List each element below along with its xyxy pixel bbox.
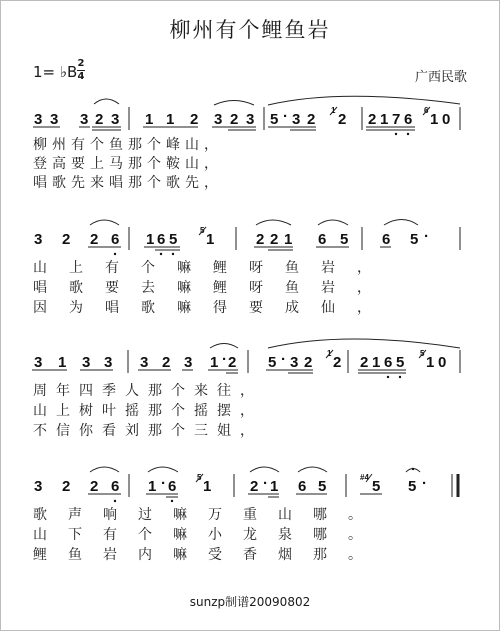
svg-text:6: 6 [424, 106, 429, 115]
svg-text:5: 5 [396, 354, 405, 371]
svg-text:0: 0 [442, 111, 451, 128]
svg-text:6: 6 [111, 478, 120, 495]
svg-text:1: 1 [166, 111, 175, 128]
svg-text:5: 5 [318, 478, 327, 495]
svg-text:2: 2 [62, 231, 71, 248]
svg-text:3: 3 [82, 354, 91, 371]
lyrics-system-1 [33, 136, 223, 193]
lyrics-system-4 [33, 505, 383, 565]
svg-text:5: 5 [420, 349, 425, 358]
svg-text:1: 1 [426, 354, 435, 371]
svg-text:1: 1 [284, 231, 293, 248]
lyric-verse-3: 因为唱歌嘛得要成仙， [33, 300, 393, 316]
svg-text:2: 2 [190, 111, 199, 128]
svg-text:·: · [424, 228, 429, 245]
svg-text:1: 1 [203, 478, 212, 495]
svg-text:3: 3 [214, 111, 223, 128]
svg-text:·: · [222, 351, 227, 368]
svg-text:·: · [263, 475, 268, 492]
lyric-verse-1: 周年四季人那个来往， [33, 383, 263, 399]
svg-text:6: 6 [384, 354, 393, 371]
svg-text:2: 2 [304, 354, 313, 371]
svg-text:1: 1 [372, 354, 381, 371]
svg-text:6: 6 [157, 231, 166, 248]
svg-text:6: 6 [318, 231, 327, 248]
lyric-verse-1: 柳州有个鱼那个峰山， [33, 137, 223, 153]
svg-text:5: 5 [410, 231, 419, 248]
svg-text:1: 1 [206, 231, 215, 248]
svg-text:5: 5 [197, 473, 202, 482]
lyric-verse-1: 歌声响过嘛万重山哪。 [33, 507, 383, 523]
svg-text:1: 1 [148, 478, 157, 495]
svg-text:3: 3 [34, 478, 43, 495]
svg-text:3: 3 [34, 354, 43, 371]
svg-text:3: 3 [246, 111, 255, 128]
svg-text:2: 2 [228, 354, 237, 371]
svg-text:1: 1 [327, 349, 332, 358]
svg-text:2: 2 [256, 231, 265, 248]
svg-text:7: 7 [392, 111, 401, 128]
svg-text:2: 2 [250, 478, 259, 495]
svg-text:2: 2 [360, 354, 369, 371]
lyrics-system-3 [33, 381, 263, 441]
svg-text:1: 1 [145, 111, 154, 128]
svg-text:2: 2 [90, 231, 99, 248]
svg-text:2: 2 [95, 111, 104, 128]
svg-text:·: · [281, 351, 286, 368]
svg-text:6: 6 [111, 231, 120, 248]
svg-text:6: 6 [168, 478, 177, 495]
credit-line: sunzp制谱20090802 [189, 595, 311, 609]
lyric-verse-3: 鲤鱼岩内嘛受香烟那。 [33, 547, 383, 563]
lyric-verse-2: 山上树叶摇那个摇摆， [33, 403, 263, 419]
svg-text:2: 2 [333, 354, 342, 371]
svg-text:2: 2 [368, 111, 377, 128]
svg-text:#4: #4 [360, 473, 369, 482]
svg-text:3: 3 [34, 231, 43, 248]
staff-system-3 [32, 339, 460, 378]
lyric-verse-2: 唱歌要去嘛鲤呀鱼岩， [33, 280, 393, 296]
svg-text:3: 3 [140, 354, 149, 371]
time-signature-unit: 4 [77, 71, 85, 82]
svg-text:5: 5 [268, 354, 277, 371]
svg-text:·: · [161, 475, 166, 492]
svg-text:3: 3 [50, 111, 59, 128]
svg-text:·: · [283, 108, 288, 125]
svg-text:3: 3 [80, 111, 89, 128]
svg-text:1: 1 [270, 478, 279, 495]
svg-text:3: 3 [104, 354, 113, 371]
svg-text:3: 3 [111, 111, 120, 128]
svg-text:2: 2 [338, 111, 347, 128]
svg-text:0: 0 [438, 354, 447, 371]
svg-text:2: 2 [90, 478, 99, 495]
svg-text:2: 2 [307, 111, 316, 128]
svg-text:1: 1 [380, 111, 389, 128]
svg-text:2: 2 [270, 231, 279, 248]
svg-text:1: 1 [430, 111, 439, 128]
svg-text:3: 3 [292, 111, 301, 128]
lyrics-system-2 [33, 258, 393, 318]
svg-text:5: 5 [372, 478, 381, 495]
lyric-verse-1: 山上有个嘛鲤呀鱼岩， [33, 260, 393, 276]
svg-text:3: 3 [184, 354, 193, 371]
staff-system-2 [34, 220, 460, 256]
svg-text:3: 3 [34, 111, 43, 128]
song-title: 柳州有个鲤鱼岩 [169, 18, 331, 42]
svg-text:5: 5 [169, 231, 178, 248]
svg-text:5: 5 [408, 478, 417, 495]
svg-text:5: 5 [270, 111, 279, 128]
svg-text:·: · [422, 475, 427, 492]
svg-text:1: 1 [210, 354, 219, 371]
svg-text:1: 1 [58, 354, 67, 371]
lyric-verse-3: 唱歌先来唱那个歌先， [33, 175, 223, 191]
svg-text:6: 6 [382, 231, 391, 248]
svg-text:5: 5 [340, 231, 349, 248]
svg-text:6: 6 [404, 111, 413, 128]
staff-system-4 [34, 467, 458, 502]
time-signature-beats: 2 [77, 58, 85, 69]
svg-text:2: 2 [62, 478, 71, 495]
key-signature: 1= ♭B [33, 63, 78, 81]
svg-text:1: 1 [331, 106, 336, 115]
svg-text:3: 3 [290, 354, 299, 371]
song-origin: 广西民歌 [414, 70, 467, 85]
lyric-verse-2: 山下有个嘛小龙泉哪。 [33, 527, 383, 543]
svg-text:2: 2 [162, 354, 171, 371]
svg-text:1: 1 [146, 231, 155, 248]
staff-system-1 [33, 96, 460, 135]
svg-text:6: 6 [298, 478, 307, 495]
svg-text:2: 2 [230, 111, 239, 128]
lyric-verse-2: 登高要上马那个鞍山， [33, 156, 223, 172]
lyric-verse-3: 不信你看刘那个三姐， [33, 423, 263, 439]
svg-text:5: 5 [200, 226, 205, 235]
